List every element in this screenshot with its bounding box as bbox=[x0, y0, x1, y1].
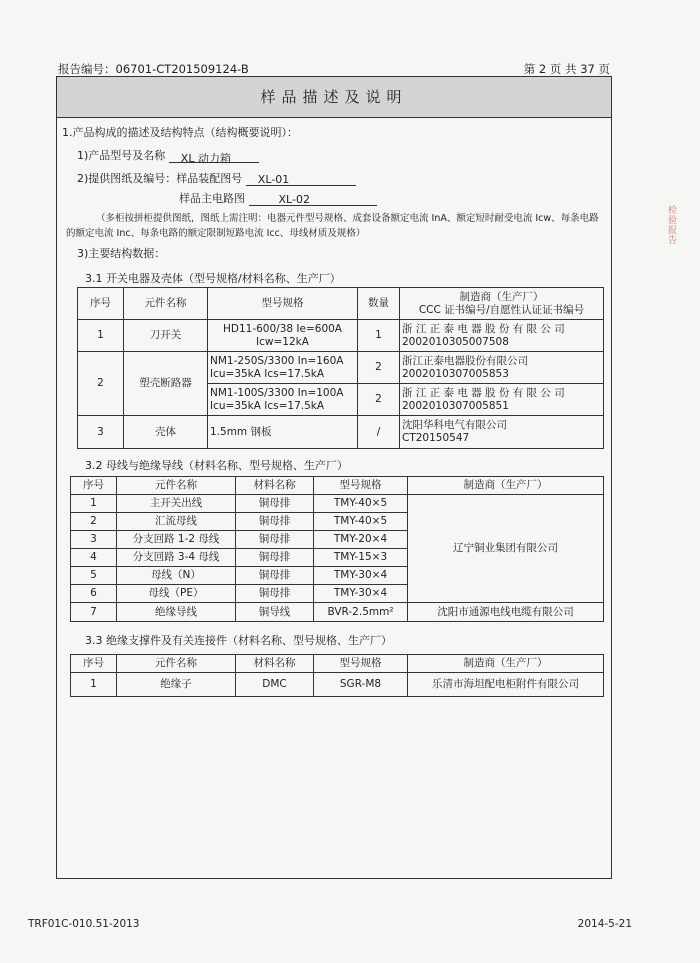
edge-stamp: 检验报告 bbox=[666, 205, 676, 245]
cell-material: 铜母排 bbox=[236, 513, 314, 531]
cell-no: 7 bbox=[71, 603, 117, 622]
cell-model: TMY-40×5 bbox=[314, 495, 408, 513]
cell-no: 5 bbox=[71, 567, 117, 585]
col-header: 型号规格 bbox=[314, 477, 408, 495]
cell-model bbox=[208, 384, 358, 416]
cell-material: 铜母排 bbox=[236, 567, 314, 585]
table-row bbox=[78, 416, 604, 449]
table3-caption: 3.3 绝缘支撑件及有关连接件（材料名称、型号规格、生产厂） bbox=[85, 634, 392, 647]
maker-header: 制造商（生产厂） bbox=[459, 290, 544, 303]
table-header-row bbox=[71, 477, 604, 495]
structure-label: 3)主要结构数据： bbox=[77, 247, 166, 260]
table-header-row bbox=[71, 655, 604, 673]
cell-model bbox=[208, 352, 358, 384]
cell-model bbox=[208, 320, 358, 352]
cell-no: 2 bbox=[78, 352, 124, 416]
cert-number: CT20150547 bbox=[402, 432, 470, 444]
section-heading: 1.产品构成的描述及结构特点（结构概要说明）： bbox=[62, 126, 298, 139]
col-header: 材料名称 bbox=[236, 655, 314, 673]
cell-maker bbox=[400, 384, 604, 416]
cell-maker: 沈阳市通源电线电缆有限公司 bbox=[408, 603, 604, 622]
title-band bbox=[57, 77, 611, 118]
table2-caption: 3.2 母线与绝缘导线（材料名称、型号规格、生产厂） bbox=[85, 459, 348, 472]
assembly-number: XL-01 bbox=[246, 173, 356, 186]
cell-no: 2 bbox=[71, 513, 117, 531]
cell-material: 铜母排 bbox=[236, 531, 314, 549]
cell-model: TMY-40×5 bbox=[314, 513, 408, 531]
cell-maker bbox=[400, 416, 604, 449]
cell-no: 3 bbox=[71, 531, 117, 549]
report-number: 报告编号：06701-CT201509124-B bbox=[58, 62, 249, 76]
cell-model: 1.5mm 钢板 bbox=[208, 416, 358, 449]
circuit-number: XL-02 bbox=[249, 193, 377, 206]
cell-name: 刀开关 bbox=[124, 320, 208, 352]
model-line: Icu=35kA Ics=17.5kA bbox=[210, 367, 325, 380]
col-header: 序号 bbox=[71, 477, 117, 495]
cert-header: CCC 证书编号/自愿性认证证书编号 bbox=[418, 303, 585, 316]
table1-caption: 3.1 开关电器及壳体（型号规格/材料名称、生产厂） bbox=[85, 272, 341, 285]
table-row bbox=[71, 495, 604, 513]
cell-name: 绝缘子 bbox=[117, 673, 236, 697]
cell-name: 分支回路 1-2 母线 bbox=[117, 531, 236, 549]
page-info: 第 2 页 共 37 页 bbox=[523, 62, 610, 76]
cell-material: 铜母排 bbox=[236, 495, 314, 513]
col-header: 序号 bbox=[78, 288, 124, 320]
drawing-note-line1: （多柜按拼柜提供图纸，图纸上需注明：电器元件型号规格、成套设备额定电流 InA、额定短时耐受电流 Icw、每条电路 bbox=[96, 213, 599, 224]
cell-no: 3 bbox=[78, 416, 124, 449]
cell-material: 铜母排 bbox=[236, 549, 314, 567]
cell-name: 绝缘导线 bbox=[117, 603, 236, 622]
cell-model: TMY-15×3 bbox=[314, 549, 408, 567]
table-row bbox=[78, 352, 604, 384]
model-value: XL 动力箱 bbox=[169, 150, 259, 163]
form-number: TRF01C-010.51-2013 bbox=[28, 918, 140, 930]
col-header: 制造商（生产厂） bbox=[408, 477, 604, 495]
col-header: 序号 bbox=[71, 655, 117, 673]
circuit-label: 样品主电路图 bbox=[179, 192, 245, 205]
drawings-line bbox=[77, 170, 356, 186]
drawing-note-line2: 的额定电流 Inc、每条电路的额定限制短路电流 Icc、母线材质及规格） bbox=[66, 228, 366, 239]
drawings-label: 2)提供图纸及编号：样品装配图号 bbox=[77, 172, 243, 185]
model-line: Icu=35kA Ics=17.5kA bbox=[210, 399, 325, 412]
cell-maker: 乐清市海坦配电柜附件有限公司 bbox=[408, 673, 604, 697]
cell-name: 母线（N） bbox=[117, 567, 236, 585]
table-row bbox=[71, 673, 604, 697]
model-line: NM1-250S/3300 In=160A bbox=[210, 354, 344, 367]
cell-no: 6 bbox=[71, 585, 117, 603]
cell-name: 壳体 bbox=[124, 416, 208, 449]
cell-material: 铜母排 bbox=[236, 585, 314, 603]
col-header: 数量 bbox=[358, 288, 400, 320]
model-line: Icw=12kA bbox=[256, 335, 309, 348]
circuit-line bbox=[179, 190, 377, 206]
maker-name: 浙 江 正 泰 电 器 股 份 有 限 公 司 bbox=[402, 322, 565, 335]
model-label: 1)产品型号及名称 bbox=[77, 149, 166, 162]
table-row bbox=[78, 320, 604, 352]
cell-name: 主开关出线 bbox=[117, 495, 236, 513]
cert-number: 2002010307005853 bbox=[402, 367, 509, 380]
cell-no: 1 bbox=[71, 673, 117, 697]
col-header: 元件名称 bbox=[117, 477, 236, 495]
busbar-table bbox=[70, 476, 604, 622]
cell-name: 母线（PE） bbox=[117, 585, 236, 603]
cert-number: 2002010307005851 bbox=[402, 399, 509, 412]
cell-no: 4 bbox=[71, 549, 117, 567]
col-header: 型号规格 bbox=[208, 288, 358, 320]
col-header: 材料名称 bbox=[236, 477, 314, 495]
insulator-table bbox=[70, 654, 604, 697]
col-header: 元件名称 bbox=[124, 288, 208, 320]
cell-qty: 2 bbox=[358, 352, 400, 384]
switchgear-table bbox=[77, 287, 604, 449]
cell-model: SGR-M8 bbox=[314, 673, 408, 697]
cell-qty: 2 bbox=[358, 384, 400, 416]
model-line: HD11-600/38 Ie=600A bbox=[223, 322, 342, 335]
cell-model: TMY-30×4 bbox=[314, 585, 408, 603]
maker-name: 沈阳华科电气有限公司 bbox=[402, 419, 507, 431]
cell-maker bbox=[400, 352, 604, 384]
cell-model: TMY-20×4 bbox=[314, 531, 408, 549]
table-row bbox=[71, 603, 604, 622]
cell-model: TMY-30×4 bbox=[314, 567, 408, 585]
cell-name: 分支回路 3-4 母线 bbox=[117, 549, 236, 567]
model-line: NM1-100S/3300 In=100A bbox=[210, 386, 344, 399]
report-date: 2014-5-21 bbox=[577, 918, 632, 930]
cell-name: 汇流母线 bbox=[117, 513, 236, 531]
cell-material: DMC bbox=[236, 673, 314, 697]
cert-number: 2002010305007508 bbox=[402, 335, 509, 348]
cell-no: 1 bbox=[78, 320, 124, 352]
col-header bbox=[400, 288, 604, 320]
col-header: 元件名称 bbox=[117, 655, 236, 673]
cell-maker bbox=[400, 320, 604, 352]
cell-name: 塑壳断路器 bbox=[124, 352, 208, 416]
table-header-row bbox=[78, 288, 604, 320]
cell-qty: 1 bbox=[358, 320, 400, 352]
model-line bbox=[77, 147, 259, 163]
col-header: 制造商（生产厂） bbox=[408, 655, 604, 673]
maker-name: 浙 江 正 泰 电 器 股 份 有 限 公 司 bbox=[402, 386, 565, 399]
maker-name: 浙江正泰电器股份有限公司 bbox=[402, 354, 528, 367]
cell-material: 铜导线 bbox=[236, 603, 314, 622]
cell-no: 1 bbox=[71, 495, 117, 513]
cell-qty: / bbox=[358, 416, 400, 449]
cell-maker-merged: 辽宁铜业集团有限公司 bbox=[408, 495, 604, 603]
col-header: 型号规格 bbox=[314, 655, 408, 673]
cell-model: BVR-2.5mm² bbox=[314, 603, 408, 622]
page-title: 样品描述及说明 bbox=[260, 88, 408, 106]
